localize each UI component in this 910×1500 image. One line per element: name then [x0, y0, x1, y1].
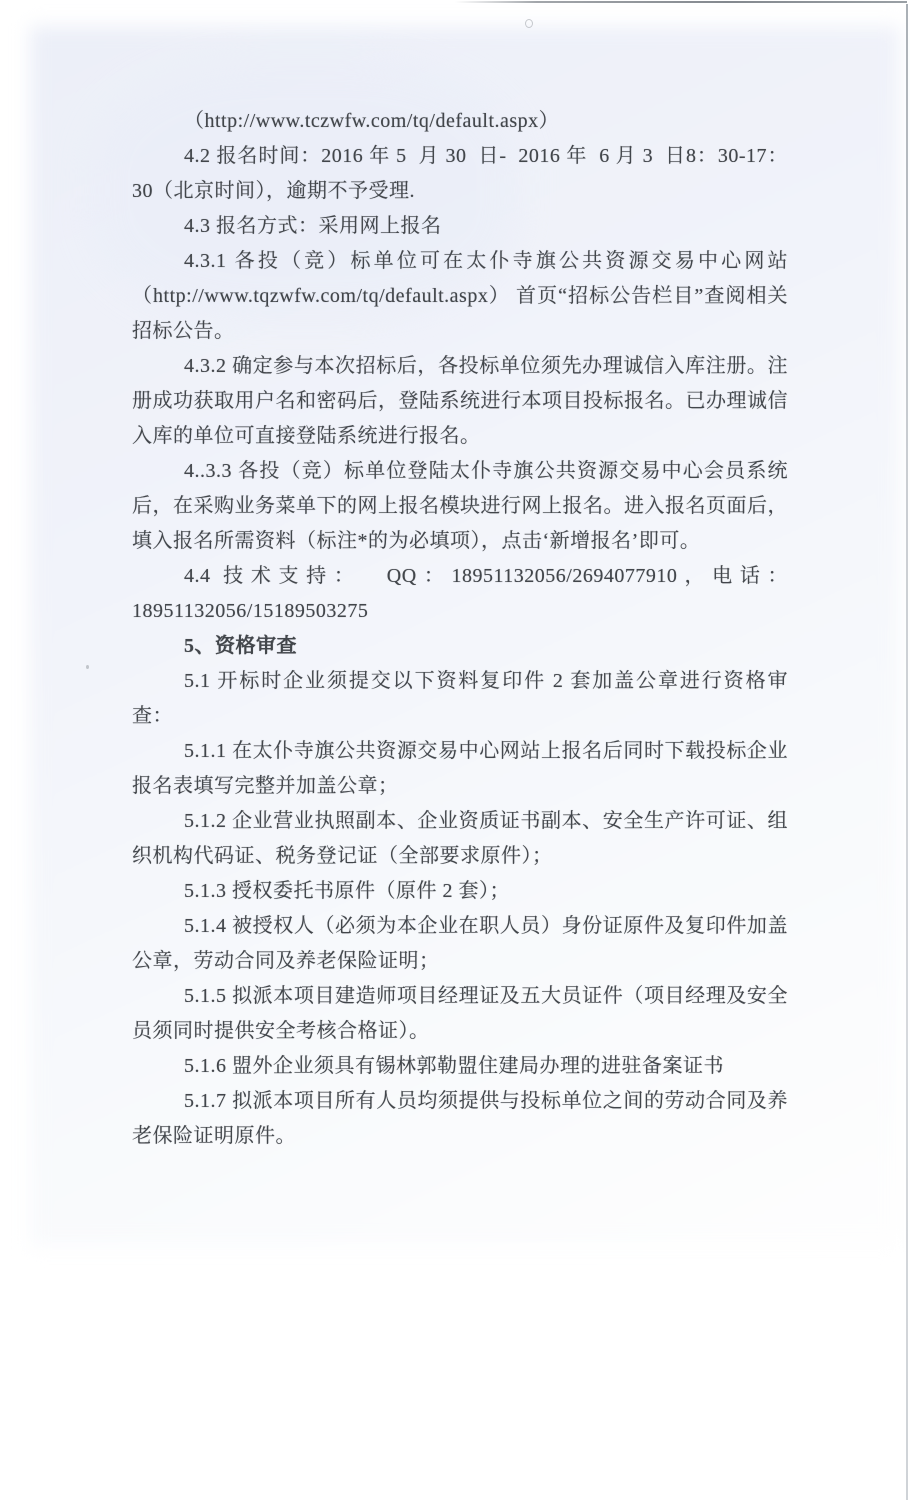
para-5-1-6: 5.1.6 盟外企业须具有锡林郭勒盟住建局办理的进驻备案证书 [184, 1055, 724, 1077]
scan-top-edge-artifact [455, 1, 907, 3]
para-4-3-3: 4..3.3 各投（竞）标单位登陆太仆寺旗公共资源交易中心会员系统后，在采购业务菜单下的网上报名模块进行网上报名。进入报名页面后，填入报名所需资料（标注*的为必填项），点击‘新增报名’即可。 [132, 460, 788, 552]
para-5-1-2: 5.1.2 企业营业执照副本、企业资质证书副本、安全生产许可证、组织机构代码证、税务登记证（全部要求原件）； [132, 810, 788, 867]
para-5-1-7: 5.1.7 拟派本项目所有人员均须提供与投标单位之间的劳动合同及养老保险证明原件。 [132, 1090, 788, 1147]
para-4-3: 4.3 报名方式：采用网上报名 [184, 215, 442, 237]
para-5-1-1: 5.1.1 在太仆寺旗公共资源交易中心网站上报名后同时下载投标企业报名表填写完整并加盖公章； [132, 740, 788, 797]
heading-5-qualification-review: 5、资格审查 [184, 635, 297, 657]
para-5-1-4: 5.1.4 被授权人（必须为本企业在职人员）身份证原件及复印件加盖公章，劳动合同及养老保险证明； [132, 915, 788, 972]
para-4-3-1: 4.3.1 各投（竞）标单位可在太仆寺旗公共资源交易中心网站（http://www.tqzwfw.com/tq/default.aspx） 首页“招标公告栏目”查阅相关招标公告。 [132, 250, 788, 342]
para-5-1: 5.1 开标时企业须提交以下资料复印件 2 套加盖公章进行资格审查： [132, 670, 788, 727]
para-4-2: 4.2 报名时间：2016 年 5 月 30 日- 2016 年 6 月 3 日8：30-17：30（北京时间），逾期不予受理. [132, 145, 788, 202]
para-5-1-5: 5.1.5 拟派本项目建造师项目经理证及五大员证件（项目经理及安全员须同时提供安全考核合格证）。 [132, 985, 788, 1042]
scan-speck [525, 19, 533, 28]
para-5-1-3: 5.1.3 授权委托书原件（原件 2 套）； [184, 880, 510, 902]
para-url-line: （http://www.tczwfw.com/tq/default.aspx） [184, 110, 560, 132]
scan-right-edge-artifact [906, 4, 908, 1500]
scan-speck [86, 665, 89, 669]
para-4-3-2: 4.3.2 确定参与本次招标后，各投标单位须先办理诚信入库注册。注册成功获取用户名和密码后，登陆系统进行本项目投标报名。已办理诚信入库的单位可直接登陆系统进行报名。 [132, 355, 788, 447]
para-4-4: 4.4 技术支持： QQ：18951132056/2694077910，电话：18951132056/15189503275 [132, 565, 788, 622]
document-text-block [132, 104, 788, 1154]
